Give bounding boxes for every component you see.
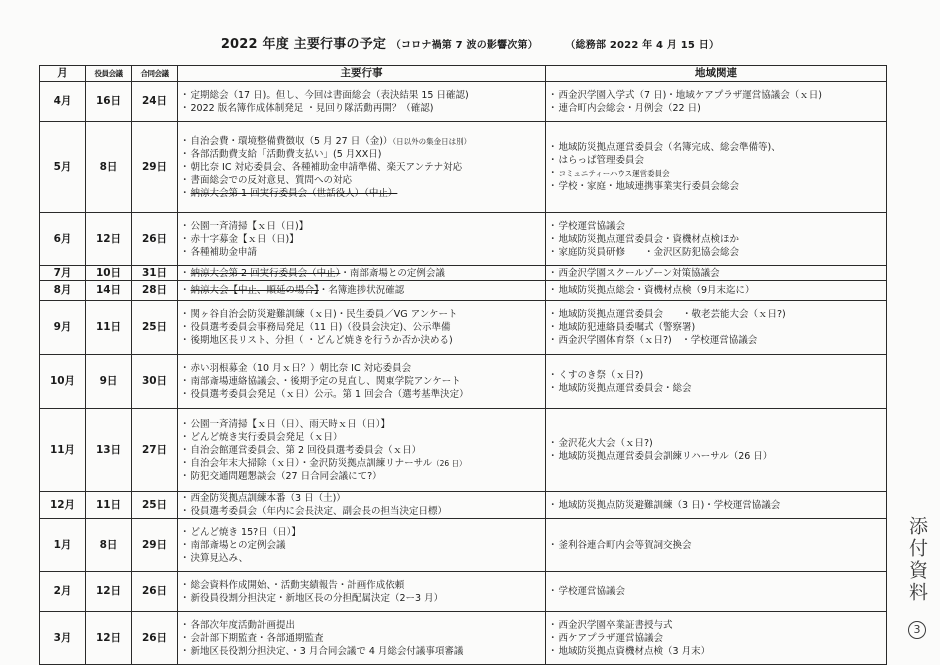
item-text: 決算見込み、 [190, 552, 249, 564]
item-text-after: ・名簿進捗状況確認 [318, 285, 405, 296]
item-text: 自治会費・環境整備費徴収（5 月 27 日（金)） [190, 135, 393, 147]
regional-item [548, 167, 884, 180]
item-text: 西金防災拠点訓練本番（3 日（土)） [190, 493, 346, 504]
item-text: 役員選考委員会発足（ｘ日）公示。第 1 回会合（選考基準決定） [190, 389, 469, 400]
joint-meeting-cell: 26日 [132, 612, 178, 665]
main-events-cell [178, 213, 546, 266]
item-note: （日以外の集金日は別） [392, 136, 472, 146]
event-item [180, 388, 543, 401]
regional-cell [546, 281, 887, 301]
month-cell: 1月 [40, 519, 86, 572]
item-text: 地域防災拠点総会・資機材点検（9月末迄に） [558, 285, 755, 296]
regional-item [548, 220, 884, 233]
main-events-cell [178, 409, 546, 492]
event-item [180, 321, 543, 334]
officer-meeting-cell: 11日 [86, 492, 132, 519]
main-events-cell [178, 122, 546, 213]
item-note: （26 日） [432, 458, 467, 468]
item-text: 西金沢学園卒業証書授与式 [558, 619, 673, 631]
item-text-after: ・南部斎場との定例会議 [340, 267, 445, 279]
regional-item [548, 180, 884, 193]
item-text: 定期総会（17 日)。但し、今回は書面総会（表決結果 15 日確認) [190, 89, 469, 101]
schedule-row [40, 213, 887, 266]
regional-cell [546, 492, 887, 519]
event-item [180, 187, 543, 200]
officer-meeting-cell: 12日 [86, 572, 132, 612]
event-item [180, 431, 543, 444]
officer-meeting-cell: 16日 [86, 82, 132, 122]
item-text: くすのき祭（ｘ日?) [558, 369, 644, 381]
main-events-cell [178, 266, 546, 281]
item-text: 地域防災拠点運営委員会訓練リハーサル（26 日） [558, 451, 773, 462]
item-text: 納涼大会【中止、順延の場合】 [190, 285, 319, 296]
item-text: 関ヶ谷自治会防災避難訓練（ｘ日)・民生委員／VG アンケート [190, 309, 458, 320]
event-item [180, 552, 543, 565]
event-item [180, 233, 543, 246]
title-subtitle: （コロナ禍第 7 波の影響次第） [390, 40, 538, 51]
schedule-row [40, 355, 887, 409]
item-text: 後期地区長リスト、分担（ ・どんど焼きを行うか否か決める) [190, 335, 453, 346]
event-item [180, 645, 543, 658]
regional-item [548, 102, 884, 115]
regional-cell [546, 519, 887, 572]
item-text: 会計部下期監査・各部通期監査 [190, 632, 324, 644]
regional-item [548, 437, 884, 450]
col-officer-meeting: 役員会議 [86, 66, 132, 82]
main-events-cell [178, 519, 546, 572]
joint-meeting-cell: 28日 [132, 281, 178, 301]
item-text: 地域防災拠点防災避難訓練（3 日)・学校運営協議会 [558, 499, 781, 511]
schedule-table [39, 65, 887, 665]
item-text: 公園一斉清掃【ｘ日（日)】 [190, 220, 309, 232]
handwritten-attachment-note: 添付資料 [906, 516, 928, 604]
item-text: 西金沢学園体育祭（ｘ日?) ・学校運営協議会 [558, 335, 758, 346]
item-text: 自治会年末大掃除（ｘ日）・金沢防災拠点訓練リナーサル [190, 457, 433, 469]
main-events-cell [178, 355, 546, 409]
joint-meeting-cell: 30日 [132, 355, 178, 409]
title-text: 2022 年度 主要行事の予定 [220, 37, 387, 52]
event-item [180, 148, 543, 161]
item-text: 各部次年度活動計画提出 [190, 619, 296, 631]
joint-meeting-cell: 27日 [132, 409, 178, 492]
event-item [180, 284, 543, 297]
joint-meeting-cell: 25日 [132, 492, 178, 519]
event-item [180, 444, 543, 457]
event-item [180, 362, 543, 375]
month-cell: 6月 [40, 213, 86, 266]
item-text: 釜利谷連合町内会等賀詞交換会 [558, 539, 692, 551]
item-text: 各種補助金申請 [190, 246, 258, 258]
item-text: はらっぱ管理委員会 [558, 155, 645, 166]
regional-cell [546, 82, 887, 122]
item-text: 西金沢学園入学式（7 日)・地域ケアプラザ運営協議会（ｘ日) [558, 89, 822, 101]
item-text: 地域防犯連絡員委嘱式（警察署) [558, 322, 696, 333]
item-text: 南部斎場との定例会議 [190, 539, 286, 551]
month-cell: 10月 [40, 355, 86, 409]
main-events-cell [178, 572, 546, 612]
item-text: 防犯交通問題懇談会（27 日合同会議にて?） [190, 470, 382, 482]
schedule-row [40, 122, 887, 213]
month-cell: 3月 [40, 612, 86, 665]
item-text: どんど焼き実行委員会発足（ｘ日） [190, 431, 343, 443]
month-cell: 5月 [40, 122, 86, 213]
schedule-row [40, 281, 887, 301]
schedule-row [40, 519, 887, 572]
schedule-row [40, 572, 887, 612]
regional-cell [546, 612, 887, 665]
item-text: 学校・家庭・地域連携事業実行委員会総会 [558, 181, 740, 192]
regional-item [548, 499, 884, 512]
regional-cell [546, 409, 887, 492]
regional-item [548, 619, 884, 632]
event-item [180, 102, 543, 115]
event-item [180, 470, 543, 483]
regional-item [548, 539, 884, 552]
officer-meeting-cell: 14日 [86, 281, 132, 301]
regional-item [548, 585, 884, 598]
item-text: コミュニティーハウス運営委員会 [558, 169, 670, 178]
regional-cell [546, 266, 887, 281]
month-cell: 11月 [40, 409, 86, 492]
item-text: 学校運営協議会 [558, 586, 626, 597]
event-item [180, 220, 543, 233]
event-item [180, 308, 543, 321]
joint-meeting-cell: 25日 [132, 301, 178, 355]
event-item [180, 457, 543, 470]
item-text: 西金沢学園スクールゾーン対策協議会 [558, 267, 720, 279]
regional-cell [546, 355, 887, 409]
schedule-header [40, 66, 887, 82]
regional-cell [546, 572, 887, 612]
regional-item [548, 645, 884, 658]
event-item [180, 334, 543, 347]
month-cell: 9月 [40, 301, 86, 355]
item-text: 連合町内会総会・月例会（22 日) [558, 102, 701, 114]
item-text: 地域防災拠点運営委員会・総会 [558, 382, 692, 394]
schedule-row [40, 266, 887, 281]
regional-item [548, 141, 884, 154]
month-cell: 12月 [40, 492, 86, 519]
officer-meeting-cell: 9日 [86, 355, 132, 409]
main-events-cell [178, 492, 546, 519]
item-text: 家庭防災員研修 ・金沢区防犯協会総会 [558, 246, 740, 258]
col-regional: 地域関連 [546, 66, 887, 82]
event-item [180, 505, 543, 518]
circled-number-mark: 3 [908, 621, 926, 639]
officer-meeting-cell: 11日 [86, 301, 132, 355]
event-item [180, 526, 543, 539]
item-text: 金沢花火大会（ｘ日?) [558, 438, 653, 449]
joint-meeting-cell: 26日 [132, 572, 178, 612]
main-events-cell [178, 612, 546, 665]
col-joint-meeting: 合同会議 [132, 66, 178, 82]
item-text: 地域防災拠点運営委員会・資機材点検ほか [558, 233, 740, 245]
item-text: 新地区長役割分担決定、・3 月合同会議で 4 月総会付議事項審議 [190, 645, 464, 657]
event-item [180, 539, 543, 552]
officer-meeting-cell: 8日 [86, 122, 132, 213]
regional-item [548, 369, 884, 382]
regional-item [548, 246, 884, 259]
title-dept-date: （総務部 2022 年 4 月 15 日） [565, 40, 720, 51]
schedule-body [40, 82, 887, 665]
item-text: どんど焼き 15?日（日）】 [190, 526, 301, 538]
joint-meeting-cell: 24日 [132, 82, 178, 122]
main-events-cell [178, 82, 546, 122]
regional-item [548, 321, 884, 334]
item-text: 役員選考委員会（年内に会長決定、副会長の担当決定日標） [190, 506, 448, 517]
regional-item [548, 334, 884, 347]
event-item [180, 267, 543, 280]
col-month: 月 [40, 66, 86, 82]
event-item [180, 579, 543, 592]
item-text: 西ケアプラザ運営協議会 [558, 632, 664, 644]
joint-meeting-cell: 29日 [132, 122, 178, 213]
officer-meeting-cell: 12日 [86, 612, 132, 665]
regional-item [548, 308, 884, 321]
main-events-cell [178, 281, 546, 301]
event-item [180, 492, 543, 505]
schedule-row [40, 612, 887, 665]
main-events-cell [178, 301, 546, 355]
month-cell: 8月 [40, 281, 86, 301]
item-text: 2022 版名簿作成体制発足 ・見回り隊活動再開？（確認) [190, 102, 434, 114]
item-text: 地域防災拠点資機材点検（3 月末） [558, 645, 711, 657]
schedule-row [40, 409, 887, 492]
item-text: 納涼大会第 1 回実行委員会（世話役人）（中止） [190, 187, 398, 199]
joint-meeting-cell: 29日 [132, 519, 178, 572]
item-text: 書面総会での反対意見、質問への対応 [190, 174, 353, 186]
month-cell: 2月 [40, 572, 86, 612]
event-item [180, 418, 543, 431]
item-text: 朝比奈 IC 対応委員会、各種補助金申請準備、楽天アンテナ対応 [190, 161, 463, 173]
officer-meeting-cell: 12日 [86, 213, 132, 266]
item-text: 南部斎場連絡協議会、・後期予定の見直し、関東学院アンケート [190, 376, 461, 387]
officer-meeting-cell: 10日 [86, 266, 132, 281]
joint-meeting-cell: 26日 [132, 213, 178, 266]
col-main-events: 主要行事 [178, 66, 546, 82]
item-text: 各部活動費支給「活動費支払い」(5 月XX日) [190, 148, 382, 160]
regional-item [548, 450, 884, 463]
regional-item [548, 284, 884, 297]
regional-cell [546, 301, 887, 355]
event-item [180, 619, 543, 632]
regional-item [548, 233, 884, 246]
regional-item [548, 267, 884, 280]
event-item [180, 592, 543, 605]
officer-meeting-cell: 13日 [86, 409, 132, 492]
schedule-row [40, 82, 887, 122]
item-text: 赤十字募金【ｘ日（日)】 [190, 233, 299, 245]
joint-meeting-cell: 31日 [132, 266, 178, 281]
item-text: 納涼大会第 2 回実行委員会（中止） [190, 267, 341, 279]
item-text: 公園一斉清掃【ｘ日（日）、雨天時ｘ日（日）】 [190, 418, 391, 430]
item-text: 役員選考委員会事務局発足（11 日)（役員会決定)、公示準備 [190, 322, 451, 333]
event-item [180, 375, 543, 388]
item-text: 地域防災拠点運営委員会（名簿完成、総会準備等)、 [558, 142, 781, 153]
event-item [180, 89, 543, 102]
event-item [180, 632, 543, 645]
item-text: 新役員役割分担決定・新地区長の分担配属決定（2ー3 月） [190, 592, 444, 604]
regional-item [548, 89, 884, 102]
page-title [0, 33, 940, 52]
event-item [180, 246, 543, 259]
regional-item [548, 382, 884, 395]
item-text: 学校運営協議会 [558, 220, 626, 232]
regional-item [548, 154, 884, 167]
item-text: 赤い羽根募金（10 月ｘ日？）朝比奈 IC 対応委員会 [190, 363, 412, 374]
officer-meeting-cell: 8日 [86, 519, 132, 572]
regional-item [548, 632, 884, 645]
schedule-row [40, 492, 887, 519]
schedule-row [40, 301, 887, 355]
month-cell: 7月 [40, 266, 86, 281]
regional-cell [546, 213, 887, 266]
regional-cell [546, 122, 887, 213]
item-text: 自治会館運営委員会、第 2 回役員選考委員会（ｘ日） [190, 444, 422, 456]
event-item [180, 161, 543, 174]
item-text: 地域防災拠点運営委員会 ・敬老芸能大会（ｘ日?) [558, 309, 786, 320]
month-cell: 4月 [40, 82, 86, 122]
event-item [180, 174, 543, 187]
item-text: 総会資料作成開始、・活動実績報告・計画作成依頼 [190, 579, 405, 591]
event-item [180, 135, 543, 148]
